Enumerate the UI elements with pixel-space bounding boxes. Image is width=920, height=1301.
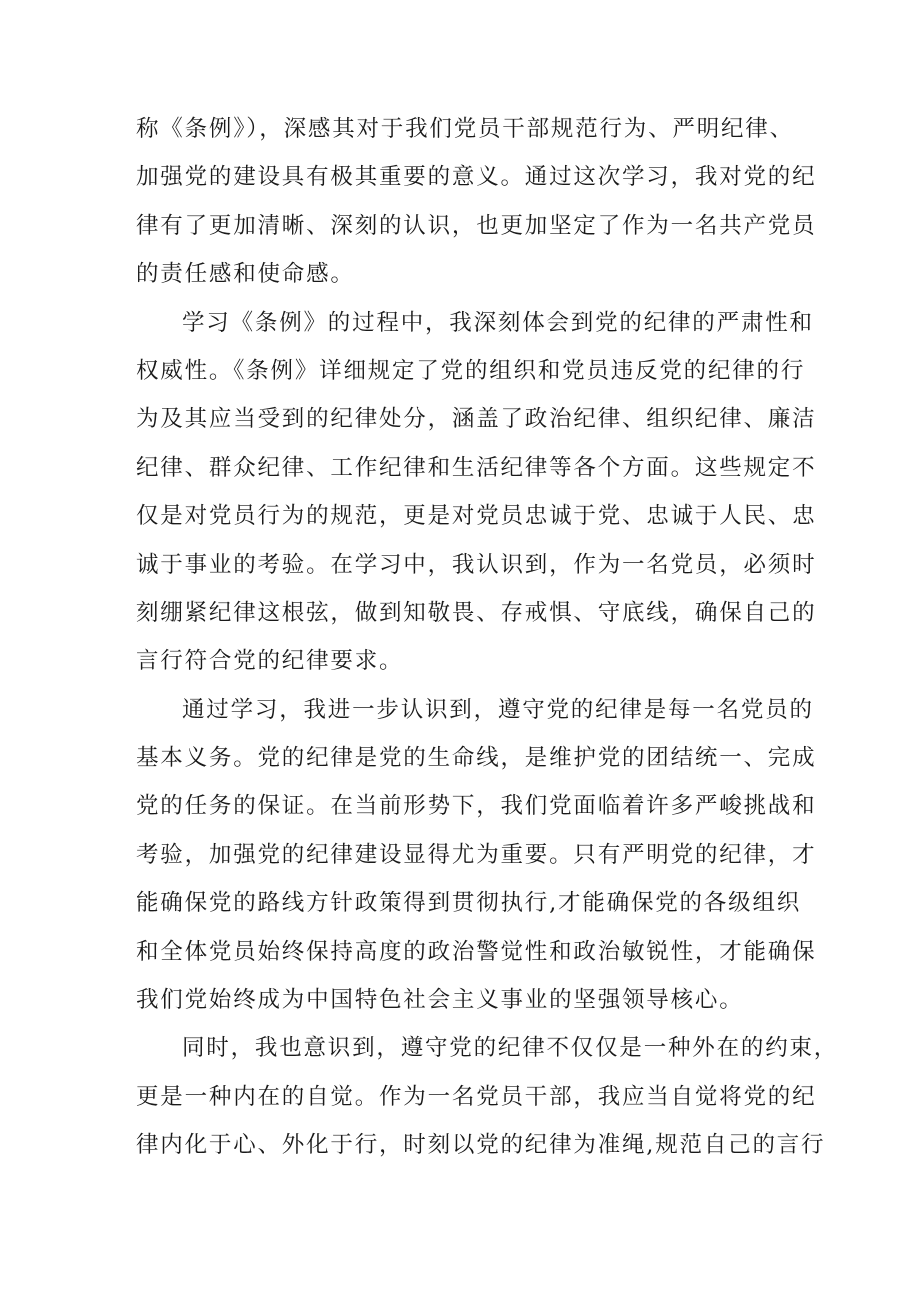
text-line: 为及其应当受到的纪律处分，涵盖了政治纪律、组织纪律、廉洁 [136,406,817,433]
text-line: 能确保党的路线方针政策得到贯彻执行,才能确保党的各级组织 [136,890,802,917]
text-line: 学习《条例》的过程中，我深刻体会到党的纪律的严肃性和 [182,309,814,336]
text-line: 律有了更加清晰、深刻的认识，也更加坚定了作为一名共产党员 [136,212,817,239]
text-line: 考验，加强党的纪律建设显得尤为重要。只有严明党的纪律，才 [136,841,817,868]
text-line: 更是一种内在的自觉。作为一名党员干部，我应当自觉将党的纪 [136,1083,817,1110]
text-line: 加强党的建设具有极其重要的意义。通过这次学习，我对党的纪 [136,164,817,191]
body-text [136,105,839,1170]
text-line: 我们党始终成为中国特色社会主义事业的坚强领导核心。 [136,987,744,1014]
text-line: 称《条例》），深感其对于我们党员干部规范行为、严明纪律、 [136,116,794,142]
text-line: 基本义务。党的纪律是党的生命线，是维护党的团结统一、完成 [136,745,817,772]
text-line: 诚于事业的考验。在学习中，我认识到，作为一名党员，必须时 [136,551,817,578]
text-line: 同时，我也意识到，遵守党的纪律不仅仅是一种外在的约束， [182,1035,839,1062]
text-line: 的责任感和使命感。 [136,261,355,288]
text-line: 和全体党员始终保持高度的政治警觉性和政治敏锐性，才能确保 [136,938,817,965]
text-line: 党的任务的保证。在当前形势下，我们党面临着许多严峻挑战和 [136,793,817,820]
text-line: 仅是对党员行为的规范，更是对党员忠诚于党、忠诚于人民、忠 [136,503,817,530]
text-line: 律内化于心、外化于行，时刻以党的纪律为准绳,规范自己的言行 [136,1132,826,1159]
text-line: 纪律、群众纪律、工作纪律和生活纪律等各个方面。这些规定不 [136,454,817,481]
text-line: 权威性。《条例》详细规定了党的组织和党员违反党的纪律的行 [136,357,806,384]
text-line: 刻绷紧纪律这根弦，做到知敬畏、存戒惧、守底线，确保自己的 [136,599,817,626]
text-line: 通过学习，我进一步认识到，遵守党的纪律是每一名党员的 [182,696,814,723]
text-line: 言行符合党的纪律要求。 [136,648,404,675]
